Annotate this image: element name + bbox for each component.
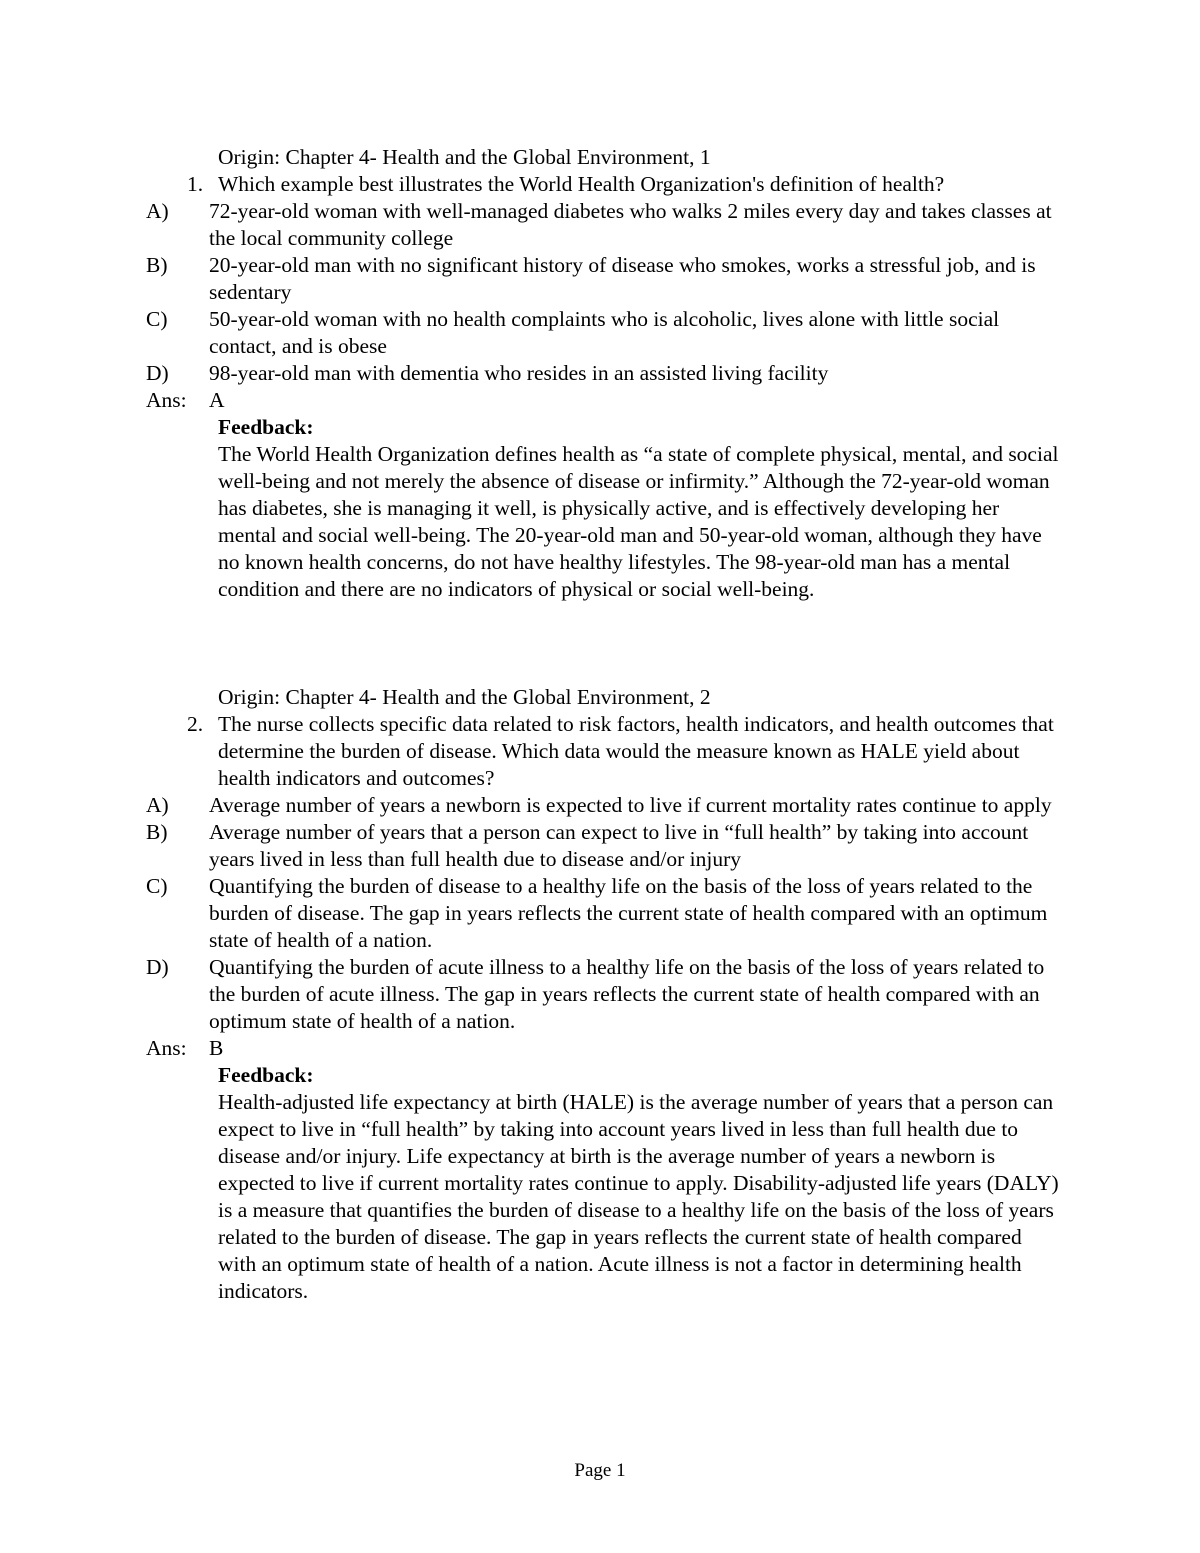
feedback-block <box>218 414 1060 603</box>
answer-option-a <box>146 198 1059 252</box>
answer-option-c <box>146 306 1059 360</box>
option-letter: C) <box>146 874 168 898</box>
feedback-title: Feedback: <box>218 415 314 439</box>
question-number: 1. <box>187 172 204 196</box>
answer-option-b <box>146 819 1059 873</box>
option-letter: C) <box>146 307 168 331</box>
feedback-title: Feedback: <box>218 1063 314 1087</box>
answer-label: Ans: <box>146 388 187 412</box>
option-letter: A) <box>146 793 169 817</box>
answer-option-b <box>146 252 1059 306</box>
answer-option-a <box>146 792 1059 819</box>
answer-option-d <box>146 360 1059 387</box>
feedback-text: The World Health Organization defines health as “a state of complete physical, mental, and social well-being and not merely the absence of disease or infirmity.” Although the 72-year-old woman has diabetes, she is managing it well, is physically active, and is effectively developing her mental and social well-being. The 20-year-old man and 50-year-old woman, although they have no known health concerns, do not have healthy lifestyles. The 98-year-old man has a mental condition and there are no indicators of physical or social well-being. <box>218 442 1059 601</box>
option-text: 98-year-old man with dementia who resides in an assisted living facility <box>209 361 829 385</box>
question-origin: Origin: Chapter 4- Health and the Global Environment, 2 <box>218 685 711 709</box>
answer-option-d <box>146 954 1059 1035</box>
option-text: 20-year-old man with no significant history of disease who smokes, works a stressful job, and is sedentary <box>209 253 1036 304</box>
question-stem <box>187 684 1060 792</box>
question-2 <box>0 684 1200 1305</box>
answer-option-c <box>146 873 1059 954</box>
option-text: Average number of years that a person can expect to live in “full health” by taking into account years lived in less than full health due to disease and/or injury <box>209 820 1029 871</box>
option-letter: A) <box>146 199 169 223</box>
answer-value: A <box>209 388 225 412</box>
option-letter: B) <box>146 253 168 277</box>
answer-value: B <box>209 1036 224 1060</box>
feedback-text: Health-adjusted life expectancy at birth (HALE) is the average number of years that a person can expect to live in “full health” by taking into account years lived in less than full health due to disease and/or injury. Life expectancy at birth is the average number of years a newborn is expected to live if current mortality rates continue to apply. Disability-adjusted life years (DALY) is a measure that quantifies the burden of disease to a healthy life on the basis of the loss of years related to the burden of disease. The gap in years reflects the current state of health compared with an optimum state of health of a nation. Acute illness is not a factor in determining health indicators. <box>218 1090 1059 1303</box>
question-origin: Origin: Chapter 4- Health and the Global Environment, 1 <box>218 145 711 169</box>
question-1 <box>0 144 1200 603</box>
question-stem <box>187 144 1060 198</box>
answer-label: Ans: <box>146 1036 187 1060</box>
feedback-block <box>218 1062 1060 1305</box>
answer-line <box>146 387 1200 414</box>
answer-line <box>146 1035 1200 1062</box>
option-text: 72-year-old woman with well-managed diabetes who walks 2 miles every day and takes classes at the local community college <box>209 199 1052 250</box>
option-text: Quantifying the burden of acute illness to a healthy life on the basis of the loss of years related to the burden of acute illness. The gap in years reflects the current state of health compared with an optimum state of health of a nation. <box>209 955 1045 1033</box>
option-text: Average number of years a newborn is expected to live if current mortality rates continue to apply <box>209 793 1052 817</box>
question-stem-text: The nurse collects specific data related to risk factors, health indicators, and health outcomes that determine the burden of disease. Which data would the measure known as HALE yield about health indicators and outcomes? <box>218 712 1054 790</box>
question-number: 2. <box>187 712 204 736</box>
page-footer: Page 1 <box>574 1460 626 1481</box>
option-text: 50-year-old woman with no health complaints who is alcoholic, lives alone with little social contact, and is obese <box>209 307 1000 358</box>
option-letter: D) <box>146 361 169 385</box>
option-text: Quantifying the burden of disease to a healthy life on the basis of the loss of years related to the burden of disease. The gap in years reflects the current state of health compared with an optimum state of health of a nation. <box>209 874 1048 952</box>
option-letter: D) <box>146 955 169 979</box>
option-letter: B) <box>146 820 168 844</box>
question-stem-text: Which example best illustrates the World Health Organization's definition of health? <box>218 172 945 196</box>
